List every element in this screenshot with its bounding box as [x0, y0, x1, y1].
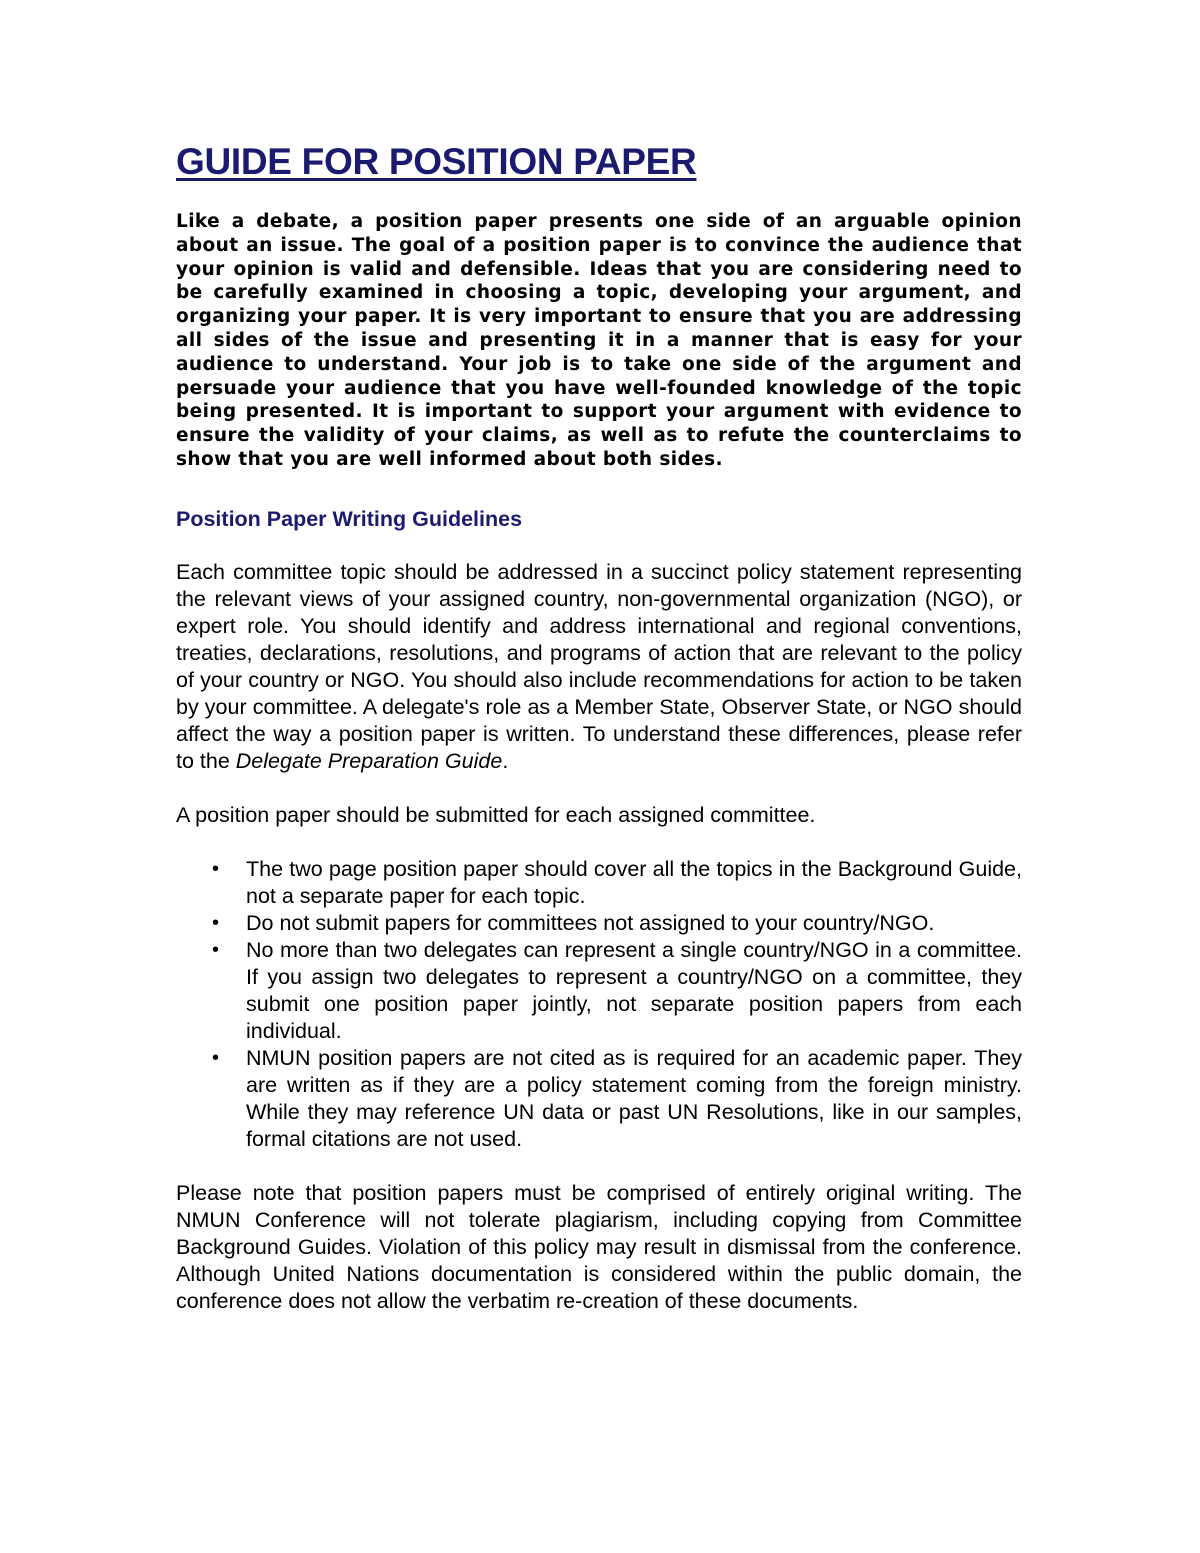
list-item-text: The two page position paper should cover all the topics in the Background Guide, not a separate paper for each topic. [246, 856, 1022, 908]
list-item [176, 910, 1022, 937]
guidelines-paragraph-text: Each committee topic should be addressed in a succinct policy statement representing the relevant views of your assigned country, non-governmental organization (NGO), or expert role. You should identify and address international and regional conventions, treaties, declarations, resolutions, and programs of action that are relevant to the policy of your country or NGO. You should also include recommendations for action to be taken by your committee. A delegate's role as a Member State, Observer State, or NGO should affect the way a position paper is written. To understand these differences, please refer to the [176, 559, 1022, 773]
list-item [176, 856, 1022, 910]
submission-paragraph: A position paper should be submitted for each assigned committee. [176, 802, 816, 827]
guidelines-paragraph [176, 559, 1022, 775]
list-item-text: Do not submit papers for committees not assigned to your country/NGO. [246, 910, 935, 935]
delegate-guide-reference: Delegate Preparation Guide [235, 748, 503, 773]
bullet-icon: • [212, 857, 220, 880]
intro-paragraph: Like a debate, a position paper presents one side of an arguable opinion about an issue. The goal of a position paper is to convince the audience that your opinion is valid and defensible. Ideas that you are considering need to be carefully examined in choosing a topic, developing your argument, and organizing your paper. It is very important to ensure that you are addressing all sides of the issue and presenting it in a manner that is easy for your audience to understand. Your job is to take one side of the argument and persuade your audience that you have well-founded knowledge of the topic being presented. It is important to support your argument with evidence to ensure the validity of your claims, as well as to refute the counterclaims to show that you are well informed about both sides. [176, 211, 1022, 470]
document-page [176, 140, 1022, 1342]
guidelines-list [176, 856, 1022, 1153]
plagiarism-paragraph: Please note that position papers must be comprised of entirely original writing. The NMUN Conference will not tolerate plagiarism, including copying from Committee Background Guides. Violation of this policy may result in dismissal from the conference. Although United Nations documentation is considered within the public domain, the conference does not allow the verbatim re-creation of these documents. [176, 1180, 1022, 1313]
list-item-text: No more than two delegates can represent a single country/NGO in a committee. If you assign two delegates to represent a country/NGO on a committee, they submit one position paper jointly, not separate position papers from each individual. [246, 937, 1022, 1043]
bullet-icon: • [212, 911, 220, 934]
bullet-icon: • [212, 938, 220, 961]
document-title: GUIDE FOR POSITION PAPER [176, 141, 697, 182]
bullet-icon: • [212, 1046, 220, 1069]
list-item [176, 1045, 1022, 1153]
list-item-text: NMUN position papers are not cited as is required for an academic paper. They are written as if they are a policy statement coming from the foreign ministry. While they may reference UN data or past UN Resolutions, like in our samples, formal citations are not used. [246, 1045, 1022, 1151]
section-heading: Position Paper Writing Guidelines [176, 506, 523, 531]
list-item [176, 937, 1022, 1045]
guidelines-paragraph-end: . [502, 748, 509, 773]
